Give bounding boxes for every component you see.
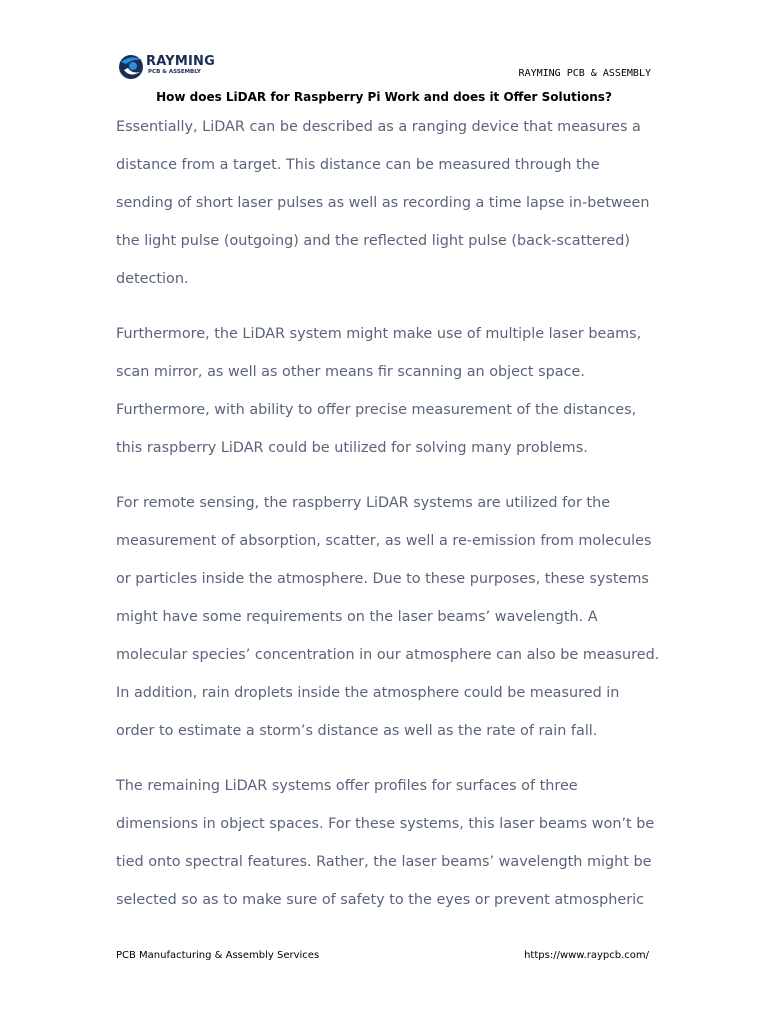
header-company-name: RAYMING PCB & ASSEMBLY: [518, 68, 651, 79]
footer-url-link[interactable]: https://www.raypcb.com/: [524, 950, 649, 961]
document-title: How does LiDAR for Raspberry Pi Work and does it Offer Solutions?: [156, 90, 612, 104]
document-body: [116, 108, 661, 936]
paragraph-1: Essentially, LiDAR can be described as a ranging device that measures a distance from a target. This distance can be measured through the sending of short laser pulses as well as recording a time lapse in-between the light pulse (outgoing) and the reflected light pulse (back-scattered) detection.: [116, 119, 650, 287]
rayming-logo-icon: [116, 52, 146, 82]
logo-subtitle: PCB & ASSEMBLY: [148, 69, 201, 75]
company-logo: [116, 52, 216, 82]
footer-services: PCB Manufacturing & Assembly Services: [116, 950, 320, 961]
paragraph-2: Furthermore, the LiDAR system might make use of multiple laser beams, scan mirror, as well as other means fir scanning an object space. Furthermore, with ability to offer precise measurement of the distances, this raspberry LiDAR could be utilized for solving many problems.: [116, 326, 642, 456]
paragraph-4: The remaining LiDAR systems offer profiles for surfaces of three dimensions in object spaces. For these systems, this laser beams won’t be tied onto spectral features. Rather, the laser beams’ wavelength might be selected so as to make sure of safety to the eyes or prevent atmospheric: [116, 778, 655, 908]
paragraph-3: For remote sensing, the raspberry LiDAR systems are utilized for the measurement of absorption, scatter, as well a re-emission from molecules or particles inside the atmosphere. Due to these purposes, these systems might have some requirements on the laser beams’ wavelength. A molecular species’ concentration in our atmosphere can also be measured. In addition, rain droplets inside the atmosphere could be measured in order to estimate a storm’s distance as well as the rate of rain fall.: [116, 495, 660, 739]
logo-name: RAYMING: [146, 54, 215, 69]
